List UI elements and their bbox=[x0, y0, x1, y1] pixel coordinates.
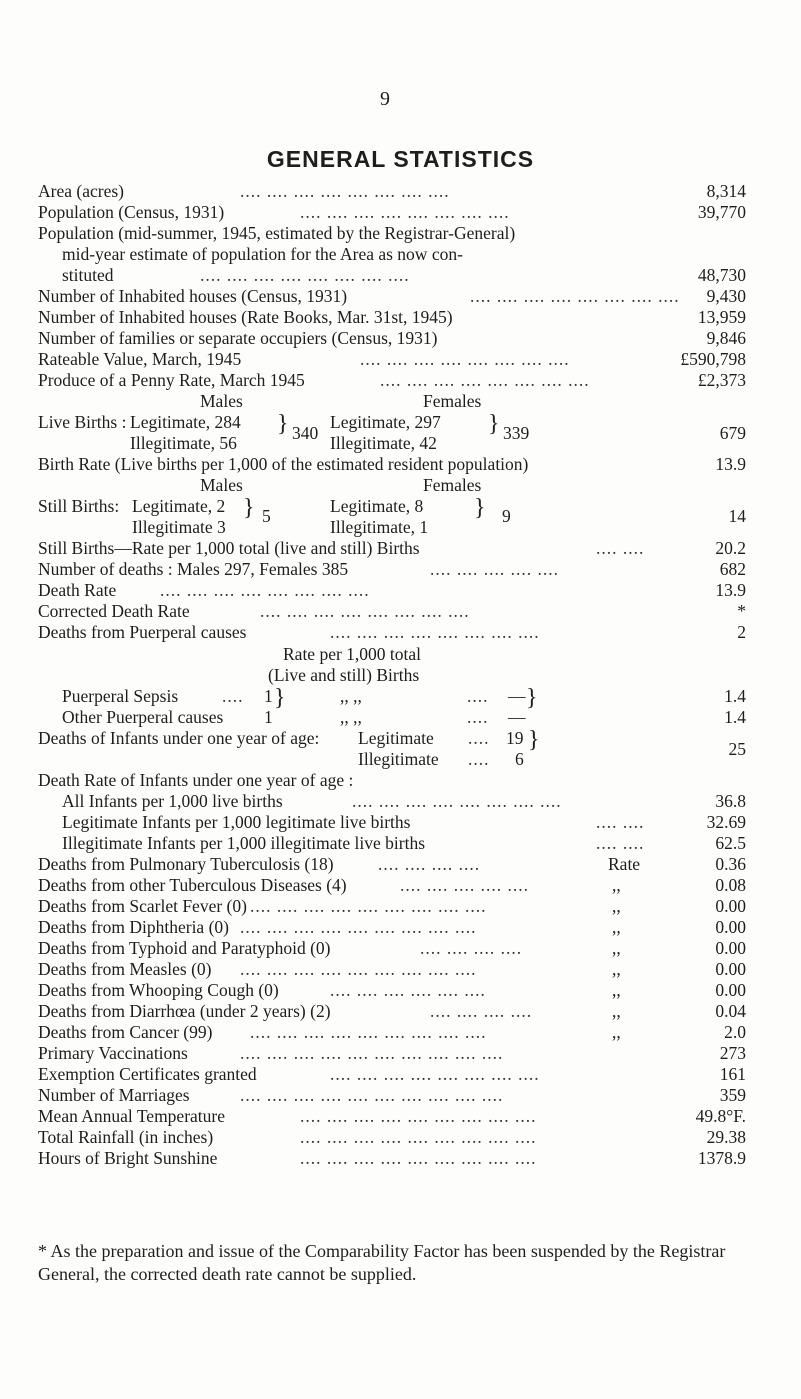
live-births-female-illegitimate: Illegitimate, 42 bbox=[330, 433, 437, 453]
males-heading: Males bbox=[200, 391, 243, 411]
row-value: 0.08 bbox=[715, 875, 746, 895]
row-value: 8,314 bbox=[706, 181, 746, 201]
leader-dots: .... .... .... .... .... .... .... .... .... bbox=[250, 896, 487, 916]
row-label: Corrected Death Rate bbox=[38, 601, 190, 621]
live-births-female-legitimate: Legitimate, 297 bbox=[330, 412, 441, 432]
leader-dots: .... .... .... .... bbox=[430, 1001, 533, 1021]
leader-dots: .... .... .... .... .... .... .... .... .... bbox=[240, 959, 477, 979]
brace: } bbox=[528, 727, 540, 753]
leader-dots: .... bbox=[468, 749, 490, 769]
leader-dots: .... .... .... .... .... .... .... .... bbox=[352, 791, 562, 811]
row-value: £2,373 bbox=[697, 370, 746, 390]
leader-dots: .... .... .... .... bbox=[378, 854, 481, 874]
ditto-mark: ,, bbox=[612, 917, 621, 937]
females-heading: Females bbox=[423, 475, 482, 495]
ditto-marks: ,, ,, bbox=[340, 707, 362, 727]
row-value: 2.0 bbox=[724, 1022, 746, 1042]
row-value: * bbox=[737, 601, 746, 621]
row-value: 2 bbox=[737, 622, 746, 642]
row-label: Number of Inhabited houses (Rate Books, Mar. 31st, 1945) bbox=[38, 307, 453, 327]
row-label: Population (Census, 1931) bbox=[38, 202, 225, 222]
leader-dots: .... .... .... .... .... .... .... .... bbox=[330, 1064, 540, 1084]
still-births-female-total: 9 bbox=[502, 506, 511, 526]
row-label: Rateable Value, March, 1945 bbox=[38, 349, 242, 369]
row-label: All Infants per 1,000 live births bbox=[62, 791, 283, 811]
row-value: 39,770 bbox=[697, 202, 746, 222]
leader-dots: .... bbox=[467, 686, 489, 706]
row-value: 161 bbox=[719, 1064, 746, 1084]
leader-dots: .... .... .... .... .... .... .... .... .... bbox=[300, 1148, 537, 1168]
leader-dots: .... .... .... .... .... .... .... .... .... bbox=[240, 917, 477, 937]
row-value: 1378.9 bbox=[697, 1148, 746, 1168]
leader-dots: .... .... .... .... .... .... .... .... bbox=[160, 580, 370, 600]
row-label: Still Births—Rate per 1,000 total (live and still) Births bbox=[38, 538, 420, 558]
infant-illegitimate-count: 6 bbox=[515, 749, 524, 769]
row-value: 682 bbox=[719, 559, 746, 579]
row-label: Deaths from Cancer (99) bbox=[38, 1022, 213, 1042]
row-value: 48,730 bbox=[697, 265, 746, 285]
leader-dots: .... .... .... .... .... .... .... .... bbox=[200, 265, 410, 285]
row-value: 36.8 bbox=[715, 791, 746, 811]
brace: } bbox=[474, 495, 486, 521]
leader-dots: .... bbox=[222, 686, 244, 706]
row-value: 0.36 bbox=[715, 854, 746, 874]
still-births-male-illegitimate: Illegitimate 3 bbox=[132, 517, 226, 537]
row-label: Deaths from Measles (0) bbox=[38, 959, 212, 979]
infant-illegitimate-label: Illegitimate bbox=[358, 749, 439, 769]
row-label: Number of Marriages bbox=[38, 1085, 190, 1105]
row-label: Deaths from Whooping Cough (0) bbox=[38, 980, 279, 1000]
row-label: Deaths from Diarrhœa (under 2 years) (2) bbox=[38, 1001, 331, 1021]
row-value: 0.00 bbox=[715, 980, 746, 1000]
row-value: 0.00 bbox=[715, 896, 746, 916]
row-value: 1.4 bbox=[724, 686, 746, 706]
row-value: 0.04 bbox=[715, 1001, 746, 1021]
leader-dots: .... .... .... .... .... .... .... .... .... .... bbox=[240, 1085, 504, 1105]
row-value: 20.2 bbox=[715, 538, 746, 558]
row-label: Deaths from Puerperal causes bbox=[38, 622, 247, 642]
leader-dots: .... .... .... .... .... .... .... .... .... bbox=[300, 1127, 537, 1147]
row-value: 359 bbox=[719, 1085, 746, 1105]
row-label: Death Rate of Infants under one year of age : bbox=[38, 770, 354, 790]
row-label: Mean Annual Temperature bbox=[38, 1106, 225, 1126]
row-value: 0.00 bbox=[715, 938, 746, 958]
leader-dots: .... .... .... .... .... .... .... .... bbox=[260, 601, 470, 621]
leader-dots: .... .... .... .... .... .... .... .... .... .... bbox=[240, 1043, 504, 1063]
leader-dots: .... .... .... .... .... bbox=[430, 559, 559, 579]
page-title: GENERAL STATISTICS bbox=[266, 146, 535, 172]
row-label: Puerperal Sepsis bbox=[62, 686, 179, 706]
row-label: Exemption Certificates granted bbox=[38, 1064, 257, 1084]
ditto-mark: ,, bbox=[612, 1022, 621, 1042]
row-label: Deaths from Scarlet Fever (0) bbox=[38, 896, 247, 916]
leader-dots: .... .... .... .... .... .... .... .... bbox=[470, 286, 680, 306]
row-value: 9,430 bbox=[706, 286, 746, 306]
row-label: Hours of Bright Sunshine bbox=[38, 1148, 218, 1168]
row-label: Deaths from other Tuberculous Diseases (4) bbox=[38, 875, 347, 895]
ditto-mark: ,, bbox=[612, 1001, 621, 1021]
still-births-female-illegitimate: Illegitimate, 1 bbox=[330, 517, 429, 537]
page-number: 9 bbox=[380, 88, 390, 110]
leader-dots: .... .... bbox=[596, 833, 645, 853]
row-label: Number of families or separate occupiers (Census, 1931) bbox=[38, 328, 438, 348]
footnote: * As the preparation and issue of the Comparability Factor has been suspended by the Registrar General, the corrected death rate cannot be supplied. bbox=[38, 1241, 726, 1284]
still-births-male-legitimate: Legitimate, 2 bbox=[132, 496, 226, 516]
row-label: Deaths from Typhoid and Paratyphoid (0) bbox=[38, 938, 331, 958]
row-value: 0.00 bbox=[715, 917, 746, 937]
row-value: 62.5 bbox=[715, 833, 746, 853]
row-value: 13.9 bbox=[715, 580, 746, 600]
leader-dots: .... bbox=[468, 728, 490, 748]
row-label: stituted bbox=[62, 265, 114, 285]
row-label: Total Rainfall (in inches) bbox=[38, 1127, 214, 1147]
leader-dots: .... .... .... .... bbox=[420, 938, 523, 958]
brace: } bbox=[274, 685, 286, 711]
sepsis-count: 1 bbox=[264, 686, 273, 706]
leader-dots: .... .... .... .... .... .... .... .... .... bbox=[300, 1106, 537, 1126]
row-label: Area (acres) bbox=[38, 181, 124, 201]
row-value: 13,959 bbox=[697, 307, 746, 327]
leader-dots: .... .... .... .... .... bbox=[400, 875, 529, 895]
row-value: 9,846 bbox=[706, 328, 746, 348]
females-heading: Females bbox=[423, 391, 482, 411]
row-label: Deaths of Infants under one year of age: bbox=[38, 728, 320, 748]
row-label: Number of deaths : Males 297, Females 385 bbox=[38, 559, 349, 579]
other-puerperal-dash: — bbox=[508, 707, 526, 727]
row-label: Birth Rate (Live births per 1,000 of the estimated resident population) bbox=[38, 454, 529, 474]
row-label: mid-year estimate of population for the Area as now con- bbox=[62, 244, 463, 264]
row-label: Deaths from Pulmonary Tuberculosis (18) bbox=[38, 854, 334, 874]
brace: } bbox=[526, 685, 538, 711]
row-label: Primary Vaccinations bbox=[38, 1043, 188, 1063]
sepsis-dash: — bbox=[508, 686, 526, 706]
ditto-mark: ,, bbox=[612, 938, 621, 958]
rate-word: Rate bbox=[608, 854, 641, 874]
rate-heading: Rate per 1,000 total bbox=[283, 644, 422, 664]
still-births-label: Still Births: bbox=[38, 496, 120, 516]
brace: } bbox=[277, 411, 289, 437]
row-value: £590,798 bbox=[680, 349, 746, 369]
leader-dots: .... .... .... .... .... .... .... .... bbox=[360, 349, 570, 369]
brace: } bbox=[488, 411, 500, 437]
row-value: 0.00 bbox=[715, 959, 746, 979]
leader-dots: .... .... .... .... .... .... bbox=[330, 980, 486, 1000]
leader-dots: .... .... .... .... .... .... .... .... bbox=[300, 202, 510, 222]
ditto-mark: ,, bbox=[612, 959, 621, 979]
leader-dots: .... .... bbox=[596, 812, 645, 832]
row-value: 29.38 bbox=[706, 1127, 746, 1147]
males-heading: Males bbox=[200, 475, 243, 495]
ditto-marks: ,, ,, bbox=[340, 686, 362, 706]
live-births-female-total: 339 bbox=[503, 423, 530, 443]
live-births-male-illegitimate: Illegitimate, 56 bbox=[130, 433, 237, 453]
ditto-mark: ,, bbox=[612, 875, 621, 895]
row-value: 25 bbox=[728, 739, 746, 759]
row-label: Death Rate bbox=[38, 580, 117, 600]
leader-dots: .... .... .... .... .... .... .... .... bbox=[240, 181, 450, 201]
row-label: Number of Inhabited houses (Census, 1931) bbox=[38, 286, 348, 306]
row-label: Produce of a Penny Rate, March 1945 bbox=[38, 370, 305, 390]
ditto-mark: ,, bbox=[612, 896, 621, 916]
live-births-label: Live Births : bbox=[38, 412, 127, 432]
leader-dots: .... .... .... .... .... .... .... .... bbox=[380, 370, 590, 390]
other-puerperal-count: 1 bbox=[264, 707, 273, 727]
row-label: Population (mid-summer, 1945, estimated by the Registrar-General) bbox=[38, 223, 516, 243]
row-value: 14 bbox=[728, 506, 746, 526]
row-value: 1.4 bbox=[724, 707, 746, 727]
rate-heading: (Live and still) Births bbox=[268, 665, 420, 685]
live-births-male-total: 340 bbox=[292, 423, 319, 443]
row-label: Other Puerperal causes bbox=[62, 707, 224, 727]
ditto-mark: ,, bbox=[612, 980, 621, 1000]
row-value: 273 bbox=[719, 1043, 746, 1063]
row-label: Legitimate Infants per 1,000 legitimate live births bbox=[62, 812, 411, 832]
row-value: 49.8°F. bbox=[695, 1106, 746, 1126]
row-label: Illegitimate Infants per 1,000 illegitimate live births bbox=[62, 833, 426, 853]
row-value: 32.69 bbox=[706, 812, 746, 832]
infant-legitimate-label: Legitimate bbox=[358, 728, 434, 748]
infant-legitimate-count: 19 bbox=[506, 728, 524, 748]
leader-dots: .... .... bbox=[596, 538, 645, 558]
leader-dots: .... .... .... .... .... .... .... .... bbox=[330, 622, 540, 642]
still-births-male-total: 5 bbox=[262, 506, 271, 526]
brace: } bbox=[243, 495, 255, 521]
live-births-male-legitimate: Legitimate, 284 bbox=[130, 412, 241, 432]
row-value: 13.9 bbox=[715, 454, 746, 474]
row-label: Deaths from Diphtheria (0) bbox=[38, 917, 229, 937]
row-value: 679 bbox=[719, 423, 746, 443]
leader-dots: .... bbox=[467, 707, 489, 727]
still-births-female-legitimate: Legitimate, 8 bbox=[330, 496, 424, 516]
leader-dots: .... .... .... .... .... .... .... .... .... bbox=[250, 1022, 487, 1042]
